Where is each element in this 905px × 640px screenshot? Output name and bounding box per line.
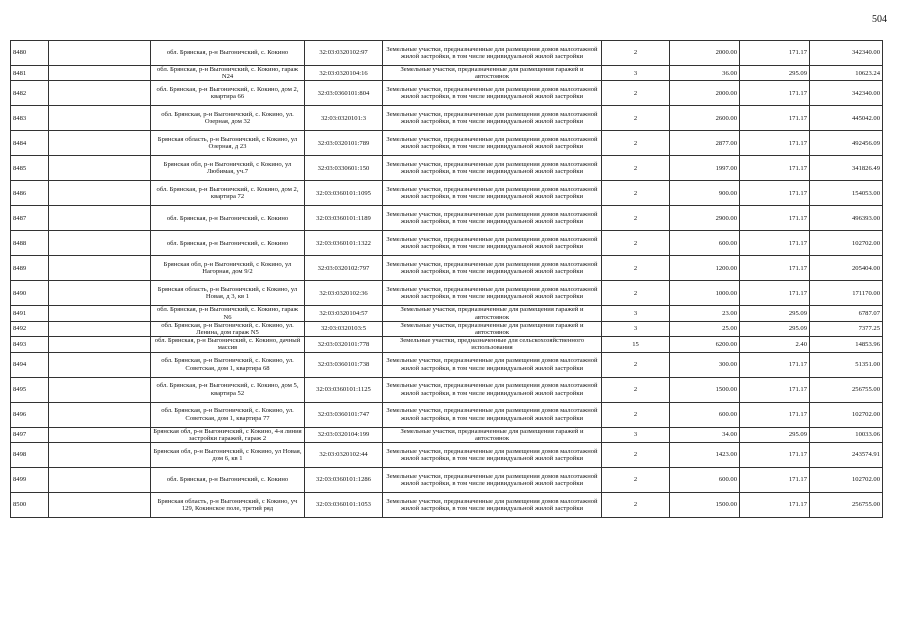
row-cadastral-value: 342340.00 xyxy=(810,81,883,106)
row-blank xyxy=(49,206,151,231)
row-area: 600.00 xyxy=(670,468,740,493)
row-cadastral-number: 32:03:0320104:16 xyxy=(305,66,383,81)
row-specific-value: 171.17 xyxy=(740,493,810,518)
table-row xyxy=(11,427,883,442)
row-blank xyxy=(49,131,151,156)
row-cadastral-number: 32:03:0330601:150 xyxy=(305,156,383,181)
row-cadastral-value: 445042.00 xyxy=(810,106,883,131)
row-area: 1997.00 xyxy=(670,156,740,181)
row-number: 8494 xyxy=(11,352,49,377)
row-blank xyxy=(49,402,151,427)
row-blank xyxy=(49,231,151,256)
row-cadastral-value: 154053.00 xyxy=(810,181,883,206)
row-number: 8481 xyxy=(11,66,49,81)
row-blank xyxy=(49,256,151,281)
row-blank xyxy=(49,156,151,181)
row-address: обл. Брянская, р-н Выгоничский, с. Кокино, гараж N6 xyxy=(151,306,305,321)
row-area: 36.00 xyxy=(670,66,740,81)
row-area: 600.00 xyxy=(670,402,740,427)
row-address: обл. Брянская, р-н Выгоничский, с. Кокино xyxy=(151,206,305,231)
row-category: 3 xyxy=(602,427,670,442)
row-address: обл. Брянская, р-н Выгоничский, с. Кокино xyxy=(151,41,305,66)
row-permitted-use: Земельные участки, предназначенные для размещения домов малоэтажной жилой застройки, в том числе индивидуальной жилой застройки xyxy=(383,131,602,156)
row-permitted-use: Земельные участки, предназначенные для размещения гаражей и автостоянок xyxy=(383,321,602,336)
row-cadastral-value: 14853.96 xyxy=(810,337,883,352)
row-cadastral-number: 32:03:0360101:804 xyxy=(305,81,383,106)
row-permitted-use: Земельные участки, предназначенные для размещения домов малоэтажной жилой застройки, в том числе индивидуальной жилой застройки xyxy=(383,377,602,402)
row-cadastral-value: 102702.00 xyxy=(810,231,883,256)
row-specific-value: 171.17 xyxy=(740,106,810,131)
row-permitted-use: Земельные участки, предназначенные для размещения домов малоэтажной жилой застройки, в том числе индивидуальной жилой застройки xyxy=(383,231,602,256)
row-specific-value: 295.09 xyxy=(740,427,810,442)
row-number: 8493 xyxy=(11,337,49,352)
row-area: 1000.00 xyxy=(670,281,740,306)
table-row xyxy=(11,306,883,321)
row-address: обл. Брянская, р-н Выгоничский, с. Кокино, ул. Советская, дом 1, квартира 68 xyxy=(151,352,305,377)
row-blank xyxy=(49,66,151,81)
row-cadastral-number: 32:03:0320104:57 xyxy=(305,306,383,321)
row-area: 1423.00 xyxy=(670,443,740,468)
table-row xyxy=(11,41,883,66)
row-permitted-use: Земельные участки, предназначенные для размещения домов малоэтажной жилой застройки, в том числе индивидуальной жилой застройки xyxy=(383,493,602,518)
table-row xyxy=(11,443,883,468)
table-row xyxy=(11,106,883,131)
row-cadastral-value: 171170.00 xyxy=(810,281,883,306)
row-specific-value: 171.17 xyxy=(740,181,810,206)
row-area: 1200.00 xyxy=(670,256,740,281)
row-cadastral-value: 102702.00 xyxy=(810,402,883,427)
row-permitted-use: Земельные участки, предназначенные для размещения домов малоэтажной жилой застройки, в том числе индивидуальной жилой застройки xyxy=(383,256,602,281)
row-cadastral-number: 32:03:0320102:36 xyxy=(305,281,383,306)
table-row xyxy=(11,402,883,427)
row-area: 1500.00 xyxy=(670,493,740,518)
row-category: 2 xyxy=(602,156,670,181)
row-specific-value: 171.17 xyxy=(740,443,810,468)
row-specific-value: 295.09 xyxy=(740,66,810,81)
row-number: 8480 xyxy=(11,41,49,66)
row-permitted-use: Земельные участки, предназначенные для размещения домов малоэтажной жилой застройки, в том числе индивидуальной жилой застройки xyxy=(383,443,602,468)
row-cadastral-value: 256755.00 xyxy=(810,377,883,402)
row-area: 25.00 xyxy=(670,321,740,336)
row-number: 8487 xyxy=(11,206,49,231)
row-number: 8488 xyxy=(11,231,49,256)
row-address: обл. Брянская, р-н Выгоничский, с. Кокино, дачный массив xyxy=(151,337,305,352)
row-number: 8484 xyxy=(11,131,49,156)
row-cadastral-value: 10623.24 xyxy=(810,66,883,81)
row-address: обл. Брянская, р-н Выгоничский, с. Кокино, ул. Советская, дом 1, квартира 77 xyxy=(151,402,305,427)
row-cadastral-value: 342340.00 xyxy=(810,41,883,66)
row-cadastral-number: 32:03:0320101:778 xyxy=(305,337,383,352)
row-cadastral-number: 32:03:0360101:1286 xyxy=(305,468,383,493)
row-cadastral-number: 32:03:0320101:3 xyxy=(305,106,383,131)
row-category: 2 xyxy=(602,41,670,66)
row-cadastral-value: 10033.06 xyxy=(810,427,883,442)
row-category: 2 xyxy=(602,256,670,281)
row-number: 8492 xyxy=(11,321,49,336)
row-cadastral-number: 32:03:0360101:1053 xyxy=(305,493,383,518)
row-permitted-use: Земельные участки, предназначенные для размещения гаражей и автостоянок xyxy=(383,427,602,442)
row-permitted-use: Земельные участки, предназначенные для размещения домов малоэтажной жилой застройки, в том числе индивидуальной жилой застройки xyxy=(383,106,602,131)
row-number: 8498 xyxy=(11,443,49,468)
row-address: обл. Брянская, р-н Выгоничский, с. Кокино, дом 5, квартира 52 xyxy=(151,377,305,402)
table-row xyxy=(11,352,883,377)
row-cadastral-number: 32:03:0360101:1125 xyxy=(305,377,383,402)
row-blank xyxy=(49,337,151,352)
row-category: 3 xyxy=(602,306,670,321)
row-cadastral-value: 256755.00 xyxy=(810,493,883,518)
row-number: 8490 xyxy=(11,281,49,306)
row-address: обл. Брянская, р-н Выгоничский, с. Кокино, дом 2, квартира 72 xyxy=(151,181,305,206)
table-row xyxy=(11,377,883,402)
row-area: 1500.00 xyxy=(670,377,740,402)
row-blank xyxy=(49,352,151,377)
row-cadastral-number: 32:03:0320102:44 xyxy=(305,443,383,468)
row-cadastral-value: 6787.07 xyxy=(810,306,883,321)
row-permitted-use: Земельные участки, предназначенные для размещения домов малоэтажной жилой застройки, в том числе индивидуальной жилой застройки xyxy=(383,281,602,306)
row-cadastral-number: 32:03:0360101:1189 xyxy=(305,206,383,231)
row-category: 2 xyxy=(602,352,670,377)
row-address: Брянская обл, р-н Выгоничский, с Кокино, ул Любимая, уч.7 xyxy=(151,156,305,181)
row-number: 8483 xyxy=(11,106,49,131)
row-blank xyxy=(49,427,151,442)
row-number: 8491 xyxy=(11,306,49,321)
row-address: обл. Брянская, р-н Выгоничский, с. Кокино xyxy=(151,231,305,256)
row-number: 8485 xyxy=(11,156,49,181)
row-number: 8499 xyxy=(11,468,49,493)
row-area: 600.00 xyxy=(670,231,740,256)
row-address: Брянская обл, р-н Выгоничский, с Кокино, ул Новая, дом 6, кв 1 xyxy=(151,443,305,468)
row-area: 2900.00 xyxy=(670,206,740,231)
row-number: 8495 xyxy=(11,377,49,402)
row-cadastral-value: 51351.00 xyxy=(810,352,883,377)
row-blank xyxy=(49,281,151,306)
table-row xyxy=(11,256,883,281)
row-specific-value: 171.17 xyxy=(740,81,810,106)
row-category: 3 xyxy=(602,321,670,336)
table-row xyxy=(11,281,883,306)
row-permitted-use: Земельные участки, предназначенные для сельскохозяйственного использования xyxy=(383,337,602,352)
row-blank xyxy=(49,106,151,131)
row-cadastral-value: 496393.00 xyxy=(810,206,883,231)
row-permitted-use: Земельные участки, предназначенные для размещения домов малоэтажной жилой застройки, в том числе индивидуальной жилой застройки xyxy=(383,41,602,66)
row-category: 2 xyxy=(602,131,670,156)
row-cadastral-value: 7377.25 xyxy=(810,321,883,336)
row-blank xyxy=(49,468,151,493)
row-cadastral-value: 205404.00 xyxy=(810,256,883,281)
row-cadastral-number: 32:03:0360101:747 xyxy=(305,402,383,427)
row-permitted-use: Земельные участки, предназначенные для размещения гаражей и автостоянок xyxy=(383,306,602,321)
row-specific-value: 171.17 xyxy=(740,256,810,281)
row-address: обл. Брянская, р-н Выгоничский, с. Кокино, ул. Ленина, дом гараж N5 xyxy=(151,321,305,336)
row-specific-value: 171.17 xyxy=(740,377,810,402)
row-number: 8486 xyxy=(11,181,49,206)
table-row xyxy=(11,131,883,156)
row-cadastral-value: 102702.00 xyxy=(810,468,883,493)
land-register-table xyxy=(10,40,883,518)
row-cadastral-number: 32:03:0320104:199 xyxy=(305,427,383,442)
row-cadastral-value: 243574.91 xyxy=(810,443,883,468)
row-specific-value: 171.17 xyxy=(740,156,810,181)
row-cadastral-number: 32:03:0360101:738 xyxy=(305,352,383,377)
row-blank xyxy=(49,81,151,106)
row-area: 300.00 xyxy=(670,352,740,377)
row-category: 2 xyxy=(602,402,670,427)
row-category: 2 xyxy=(602,206,670,231)
row-cadastral-number: 32:03:0320101:789 xyxy=(305,131,383,156)
register-body xyxy=(11,41,883,518)
table-row xyxy=(11,81,883,106)
row-address: обл. Брянская, р-н Выгоничский, с. Кокино xyxy=(151,468,305,493)
row-address: Брянская область, р-н Выгоничский, с Кокино, ул Озерная, д 23 xyxy=(151,131,305,156)
table-row xyxy=(11,337,883,352)
row-address: обл. Брянская, р-н Выгоничский, с. Кокино, гараж N24 xyxy=(151,66,305,81)
row-number: 8497 xyxy=(11,427,49,442)
table-row xyxy=(11,156,883,181)
row-address: Брянская область, р-н Выгоничский, с Кокино, ул Новая, д 3, кв 1 xyxy=(151,281,305,306)
row-blank xyxy=(49,306,151,321)
row-cadastral-value: 492456.09 xyxy=(810,131,883,156)
row-area: 2600.00 xyxy=(670,106,740,131)
row-permitted-use: Земельные участки, предназначенные для размещения домов малоэтажной жилой застройки, в том числе индивидуальной жилой застройки xyxy=(383,206,602,231)
row-category: 15 xyxy=(602,337,670,352)
table-row xyxy=(11,181,883,206)
row-blank xyxy=(49,443,151,468)
row-category: 2 xyxy=(602,81,670,106)
row-address: Брянская обл, р-н Выгоничский, с Кокино, 4-я линия застройки гаражей, гараж 2 xyxy=(151,427,305,442)
row-permitted-use: Земельные участки, предназначенные для размещения домов малоэтажной жилой застройки, в том числе индивидуальной жилой застройки xyxy=(383,181,602,206)
table-row xyxy=(11,66,883,81)
row-category: 2 xyxy=(602,181,670,206)
row-address: обл. Брянская, р-н Выгоничский, с. Кокино, дом 2, квартира 66 xyxy=(151,81,305,106)
row-cadastral-number: 32:03:0320102:797 xyxy=(305,256,383,281)
row-cadastral-number: 32:03:0360101:1095 xyxy=(305,181,383,206)
row-specific-value: 295.09 xyxy=(740,321,810,336)
row-category: 2 xyxy=(602,443,670,468)
row-number: 8489 xyxy=(11,256,49,281)
row-blank xyxy=(49,321,151,336)
row-category: 3 xyxy=(602,66,670,81)
row-cadastral-number: 32:03:0360101:1322 xyxy=(305,231,383,256)
row-address: Брянская обл, р-н Выгоничский, с Кокино, ул Нагорная, дом 9/2 xyxy=(151,256,305,281)
row-area: 6200.00 xyxy=(670,337,740,352)
row-permitted-use: Земельные участки, предназначенные для размещения домов малоэтажной жилой застройки, в том числе индивидуальной жилой застройки xyxy=(383,468,602,493)
row-category: 2 xyxy=(602,231,670,256)
table-row xyxy=(11,321,883,336)
row-specific-value: 171.17 xyxy=(740,281,810,306)
row-blank xyxy=(49,493,151,518)
row-permitted-use: Земельные участки, предназначенные для размещения гаражей и автостоянок xyxy=(383,66,602,81)
row-permitted-use: Земельные участки, предназначенные для размещения домов малоэтажной жилой застройки, в том числе индивидуальной жилой застройки xyxy=(383,156,602,181)
table-row xyxy=(11,493,883,518)
row-permitted-use: Земельные участки, предназначенные для размещения домов малоэтажной жилой застройки, в том числе индивидуальной жилой застройки xyxy=(383,402,602,427)
row-number: 8482 xyxy=(11,81,49,106)
row-blank xyxy=(49,41,151,66)
row-cadastral-number: 32:03:0320102:97 xyxy=(305,41,383,66)
table-row xyxy=(11,231,883,256)
row-number: 8496 xyxy=(11,402,49,427)
page-number: 504 xyxy=(872,14,887,25)
row-specific-value: 295.09 xyxy=(740,306,810,321)
row-address: Брянская область, р-н Выгоничский, с Кокино, уч 129, Кокинское поле, третий ряд xyxy=(151,493,305,518)
row-address: обл. Брянская, р-н Выгоничский, с. Кокино, ул. Озерная, дом 32 xyxy=(151,106,305,131)
row-specific-value: 2.40 xyxy=(740,337,810,352)
row-cadastral-value: 341826.49 xyxy=(810,156,883,181)
row-category: 2 xyxy=(602,281,670,306)
row-area: 2000.00 xyxy=(670,81,740,106)
row-specific-value: 171.17 xyxy=(740,41,810,66)
table-row xyxy=(11,468,883,493)
row-cadastral-number: 32:03:0320103:5 xyxy=(305,321,383,336)
row-specific-value: 171.17 xyxy=(740,231,810,256)
row-area: 34.00 xyxy=(670,427,740,442)
row-blank xyxy=(49,377,151,402)
row-blank xyxy=(49,181,151,206)
row-category: 2 xyxy=(602,106,670,131)
row-specific-value: 171.17 xyxy=(740,131,810,156)
row-area: 23.00 xyxy=(670,306,740,321)
row-category: 2 xyxy=(602,493,670,518)
row-category: 2 xyxy=(602,377,670,402)
row-permitted-use: Земельные участки, предназначенные для размещения домов малоэтажной жилой застройки, в том числе индивидуальной жилой застройки xyxy=(383,352,602,377)
row-specific-value: 171.17 xyxy=(740,352,810,377)
row-category: 2 xyxy=(602,468,670,493)
row-area: 2000.00 xyxy=(670,41,740,66)
row-number: 8500 xyxy=(11,493,49,518)
row-specific-value: 171.17 xyxy=(740,402,810,427)
row-permitted-use: Земельные участки, предназначенные для размещения домов малоэтажной жилой застройки, в том числе индивидуальной жилой застройки xyxy=(383,81,602,106)
row-specific-value: 171.17 xyxy=(740,468,810,493)
row-specific-value: 171.17 xyxy=(740,206,810,231)
row-area: 900.00 xyxy=(670,181,740,206)
row-area: 2877.00 xyxy=(670,131,740,156)
table-row xyxy=(11,206,883,231)
